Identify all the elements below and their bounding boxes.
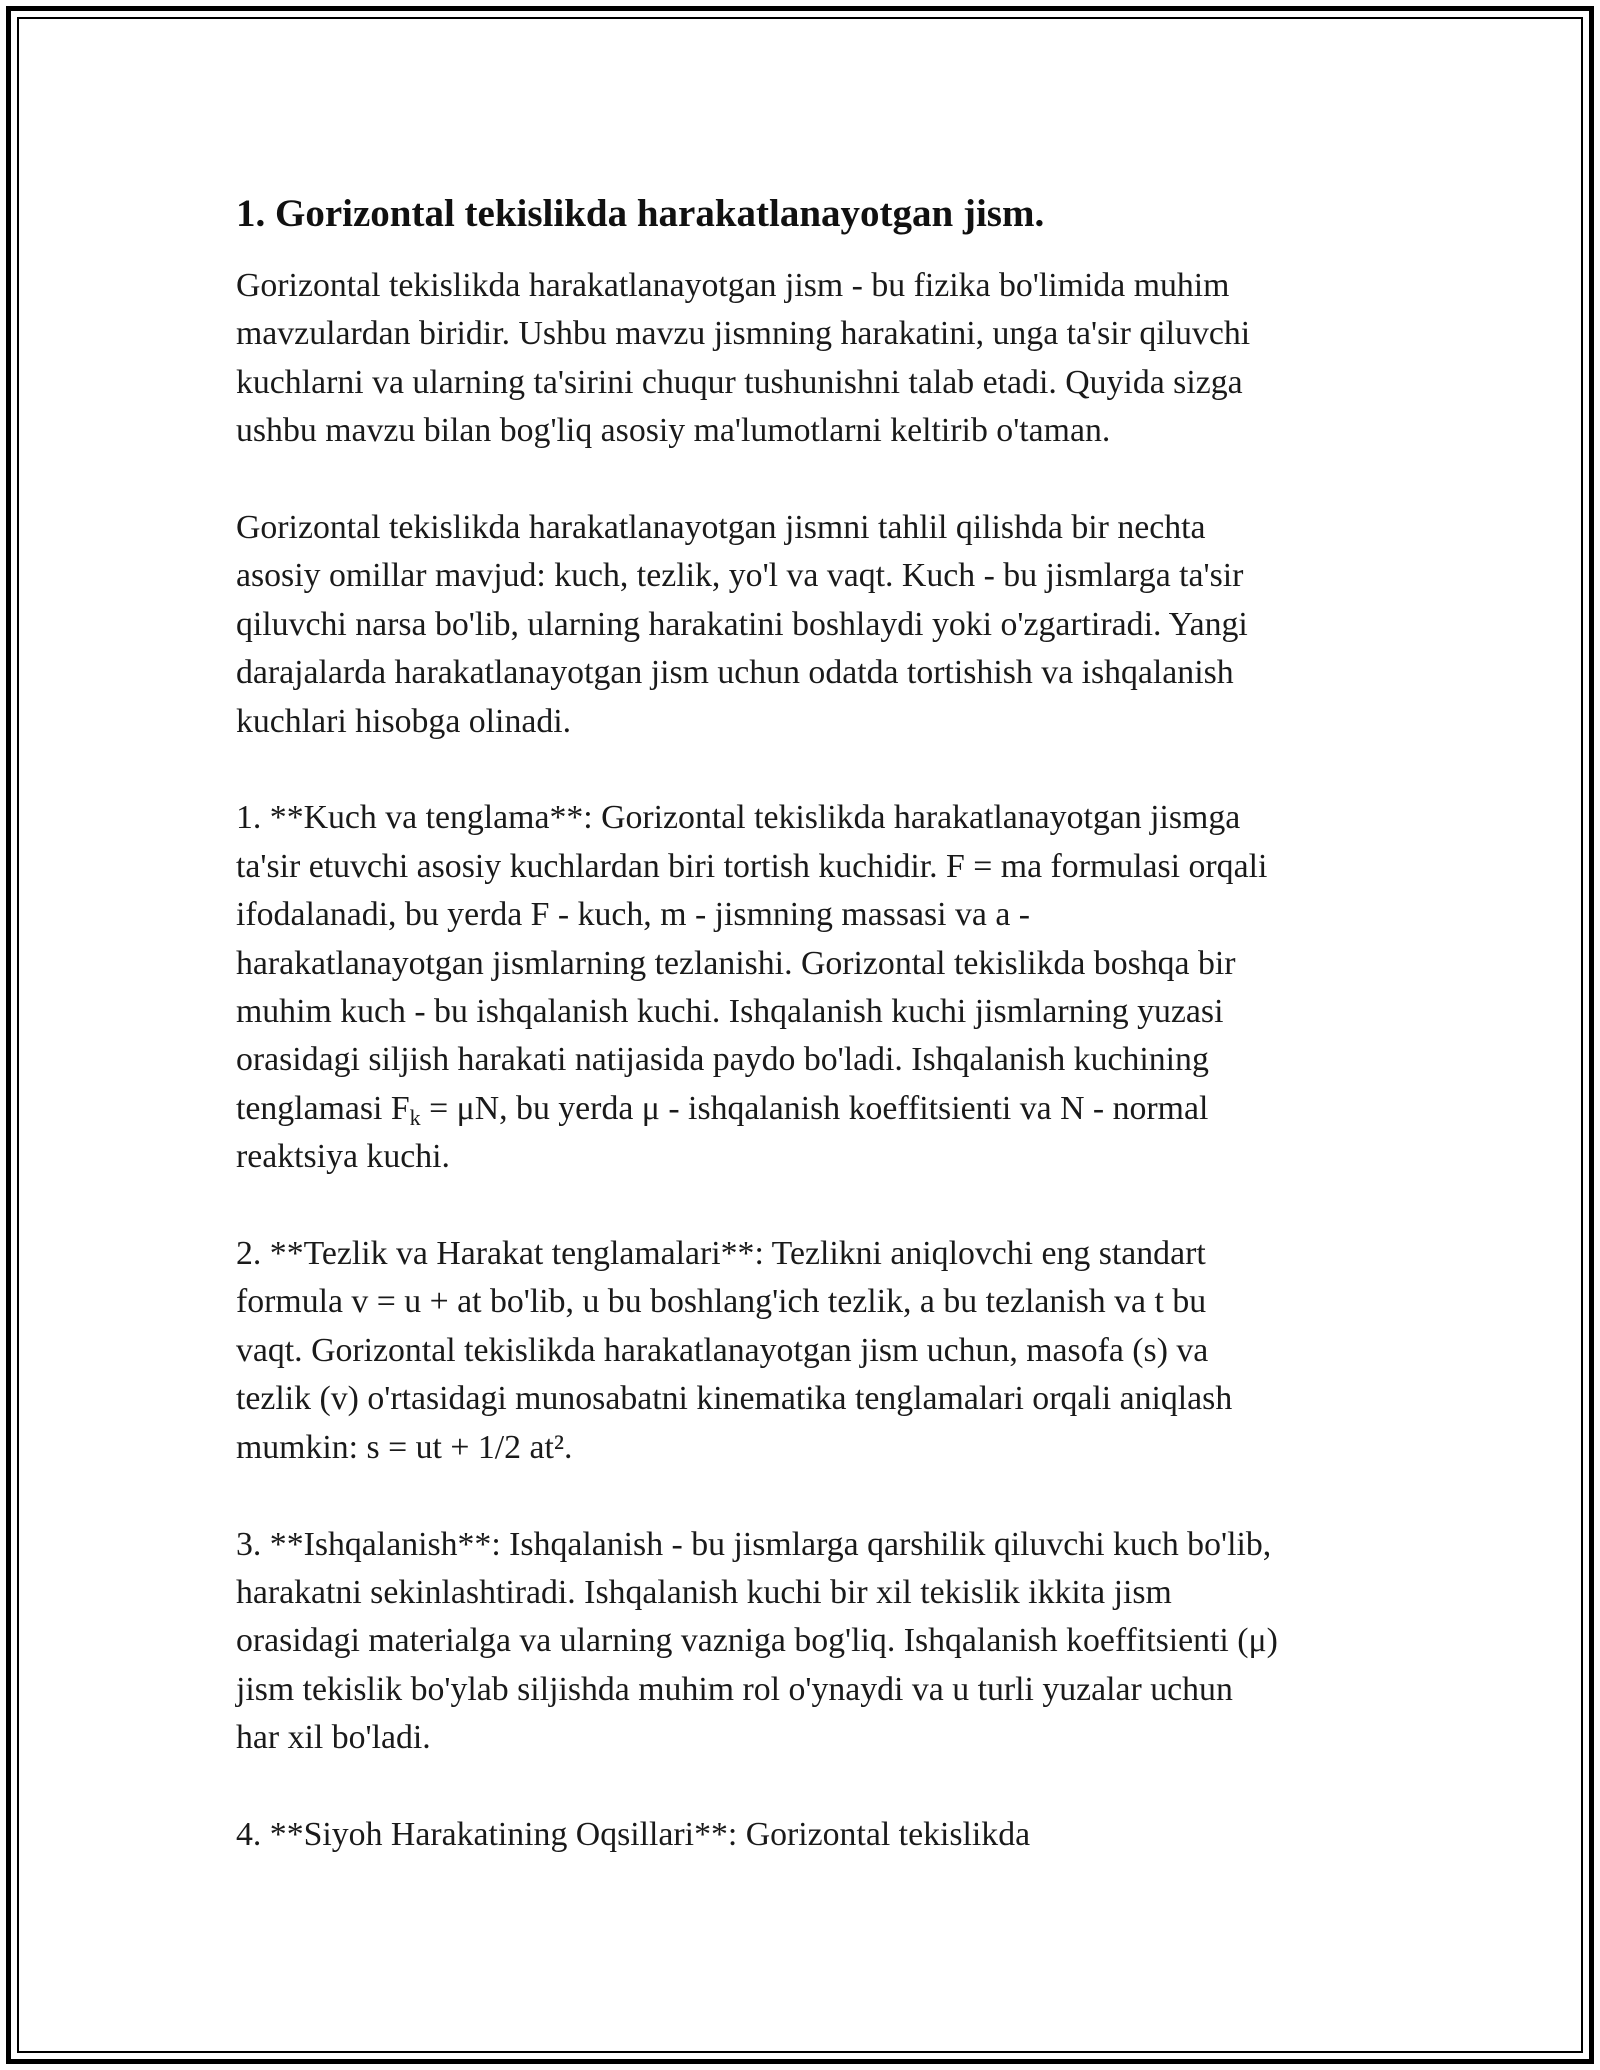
document-body <box>236 188 1376 1908</box>
text-line: Gorizontal tekislikda harakatlanayotgan jismni tahlil qilishda bir nechta <box>236 509 1206 547</box>
text-line: mumkin: s = ut + 1/2 at². <box>236 1428 573 1466</box>
paragraph-item-4 <box>236 1811 1376 1859</box>
text-line: reaktsiya kuchi. <box>236 1138 450 1176</box>
text-line: formula v = u + at bo'lib, u bu boshlang'ich tezlik, a bu tezlanish va t bu <box>236 1283 1207 1321</box>
paragraph-intro <box>236 262 1376 456</box>
text-line: 2. **Tezlik va Harakat tenglamalari**: Tezlikni aniqlovchi eng standart <box>236 1235 1206 1273</box>
paragraph-item-1-force <box>236 794 1376 1181</box>
text-line: kuchlari hisobga olinadi. <box>236 702 572 740</box>
formula-line <box>236 1085 1376 1133</box>
paragraph-item-3-friction <box>236 1521 1376 1763</box>
text-line: mavzulardan biridir. Ushbu mavzu jismning harakatini, unga ta'sir qiluvchi <box>236 315 1251 353</box>
text-line: 1. **Kuch va tenglama**: Gorizontal tekislikda harakatlanayotgan jismga <box>236 799 1241 837</box>
text-line: ifodalanadi, bu yerda F - kuch, m - jismning massasi va a - <box>236 896 1031 934</box>
text-line: darajalarda harakatlanayotgan jism uchun odatda tortishish va ishqalanish <box>236 654 1234 692</box>
text-line: qiluvchi narsa bo'lib, ularning harakatini boshlaydi yoki o'zgartiradi. Yangi <box>236 605 1248 643</box>
text-line: har xil bo'ladi. <box>236 1719 431 1757</box>
text-line: 4. **Siyoh Harakatining Oqsillari**: Gorizontal tekislikda <box>236 1815 1031 1853</box>
document-title: 1. Gorizontal tekislikda harakatlanayotgan jism. <box>236 192 1045 235</box>
text-line: ta'sir etuvchi asosiy kuchlardan biri tortish kuchidir. F = ma formulasi orqali <box>236 847 1268 885</box>
text-line: jism tekislik bo'ylab siljishda muhim rol o'ynaydi va u turli yuzalar uchun <box>236 1670 1233 1708</box>
text-line: Gorizontal tekislikda harakatlanayotgan jism - bu fizika bo'limida muhim <box>236 267 1230 304</box>
paragraph-item-2-velocity <box>236 1230 1376 1472</box>
text-line: ushbu mavzu bilan bog'liq asosiy ma'lumotlarni keltirib o'taman. <box>236 412 1111 450</box>
formula-subscript: k <box>409 1104 421 1130</box>
formula-after: = μN, bu yerda μ - ishqalanish koeffitsienti va N - normal <box>420 1089 1209 1127</box>
text-line: orasidagi materialga va ularning vazniga bog'liq. Ishqalanish koeffitsienti (μ) <box>236 1622 1278 1660</box>
paragraph-factors <box>236 504 1376 746</box>
formula-before: tenglamasi F <box>236 1089 410 1127</box>
text-line: orasidagi siljish harakati natijasida paydo bo'ladi. Ishqalanish kuchining <box>236 1041 1209 1079</box>
text-line: asosiy omillar mavjud: kuch, tezlik, yo'l va vaqt. Kuch - bu jismlarga ta'sir <box>236 557 1244 595</box>
text-line: kuchlarni va ularning ta'sirini chuqur tushunishni talab etadi. Quyida sizga <box>236 363 1243 401</box>
text-line: tezlik (v) o'rtasidagi munosabatni kinematika tenglamalari orqali aniqlash <box>236 1380 1233 1418</box>
text-line: harakatni sekinlashtiradi. Ishqalanish kuchi bir xil tekislik ikkita jism <box>236 1573 1172 1611</box>
text-line: muhim kuch - bu ishqalanish kuchi. Ishqalanish kuchi jismlarning yuzasi <box>236 993 1224 1031</box>
text-line: 3. **Ishqalanish**: Ishqalanish - bu jismlarga qarshilik qiluvchi kuch bo'lib, <box>236 1525 1272 1563</box>
text-line: harakatlanayotgan jismlarning tezlanishi. Gorizontal tekislikda boshqa bir <box>236 944 1236 982</box>
text-line: vaqt. Gorizontal tekislikda harakatlanayotgan jism uchun, masofa (s) va <box>236 1331 1209 1369</box>
